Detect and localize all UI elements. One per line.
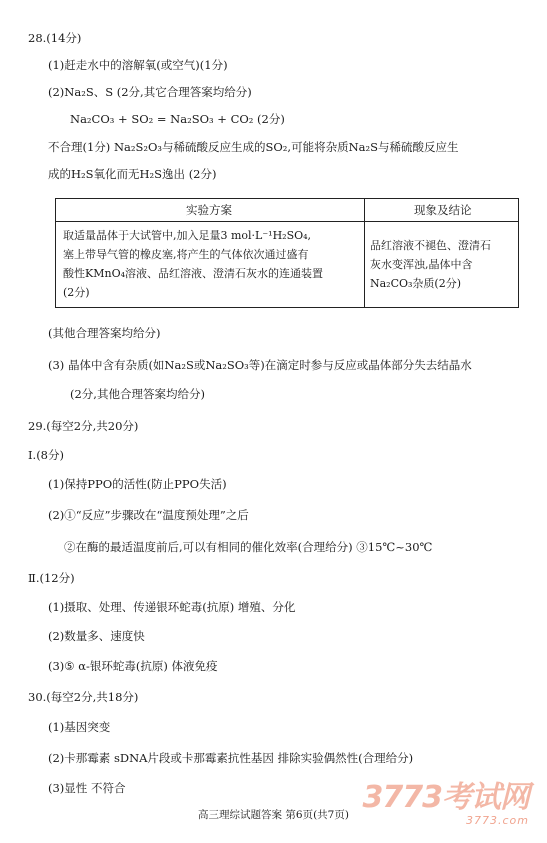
table-plan-line: 酸性KMnO₄溶液、品红溶液、澄清石灰水的连通装置 <box>63 267 323 280</box>
experiment-table <box>55 198 519 308</box>
table-result-line: 灰水变浑浊,晶体中含 <box>370 258 473 271</box>
q28-other-answers: (其他合理答案均给分) <box>48 326 161 340</box>
table-header-result: 现象及结论 <box>414 203 472 217</box>
q28-part2: (2)Na₂S、S (2分,其它合理答案均给分) <box>48 85 252 99</box>
q28-part3-line2: (2分,其他合理答案均给分) <box>70 387 205 401</box>
table-header-divider <box>56 221 518 222</box>
table-header-plan: 实验方案 <box>186 203 232 217</box>
q29-section1-part2-cont: ②在酶的最适温度前后,可以有相同的催化效率(合理给分) ③15℃~30℃ <box>64 540 433 554</box>
q28-reasoning-line1: 不合理(1分) Na₂S₂O₃与稀硫酸反应生成的SO₂,可能将杂质Na₂S与稀硫酸反应生 <box>48 140 459 154</box>
watermark-url: 3773.com <box>466 814 529 827</box>
table-result-line: 品红溶液不褪色、澄清石 <box>370 239 491 252</box>
q28-part3-line1: (3) 晶体中含有杂质(如Na₂S或Na₂SO₃等)在滴定时参与反应或晶体部分失去结晶水 <box>48 358 472 372</box>
table-result-line: Na₂CO₃杂质(2分) <box>370 277 462 290</box>
q29-section1-part1: (1)保持PPO的活性(防止PPO失活) <box>48 477 227 491</box>
q29-section2-part1: (1)摄取、处理、传递银环蛇毒(抗原) 增殖、分化 <box>48 600 296 614</box>
table-column-divider <box>364 199 365 307</box>
q29-section1-part2: (2)①“反应”步骤改在“温度预处理”之后 <box>48 508 249 522</box>
q30-part2: (2)卡那霉素 sDNA片段或卡那霉素抗性基因 排除实验偶然性(合理给分) <box>48 751 414 765</box>
q30-part3: (3)显性 不符合 <box>48 781 126 795</box>
q29-heading: 29.(每空2分,共20分) <box>28 419 139 433</box>
q30-part1: (1)基因突变 <box>48 720 111 734</box>
table-plan-line: 取适量晶体于大试管中,加入足量3 mol·L⁻¹H₂SO₄, <box>63 229 312 242</box>
page-footer: 高三理综试题答案 第6页(共7页) <box>198 809 349 821</box>
q28-part1: (1)赶走水中的溶解氧(或空气)(1分) <box>48 58 228 72</box>
q30-heading: 30.(每空2分,共18分) <box>28 690 139 704</box>
q29-section2-heading: Ⅱ.(12分) <box>28 571 75 585</box>
q28-reasoning-line2: 成的H₂S氧化而无H₂S逸出 (2分) <box>48 167 217 181</box>
q28-heading: 28.(14分) <box>28 31 82 45</box>
table-plan-line: 塞上带导气管的橡皮塞,将产生的气体依次通过盛有 <box>63 248 309 261</box>
q28-equation: Na₂CO₃ + SO₂ = Na₂SO₃ + CO₂ (2分) <box>70 112 285 126</box>
q29-section2-part3: (3)⑤ α-银环蛇毒(抗原) 体液免疫 <box>48 659 218 673</box>
watermark-brand: 3773考试网 <box>362 780 529 815</box>
table-plan-line: (2分) <box>63 286 90 299</box>
q29-section2-part2: (2)数量多、速度快 <box>48 629 145 643</box>
q29-section1-heading: Ⅰ.(8分) <box>28 448 64 462</box>
